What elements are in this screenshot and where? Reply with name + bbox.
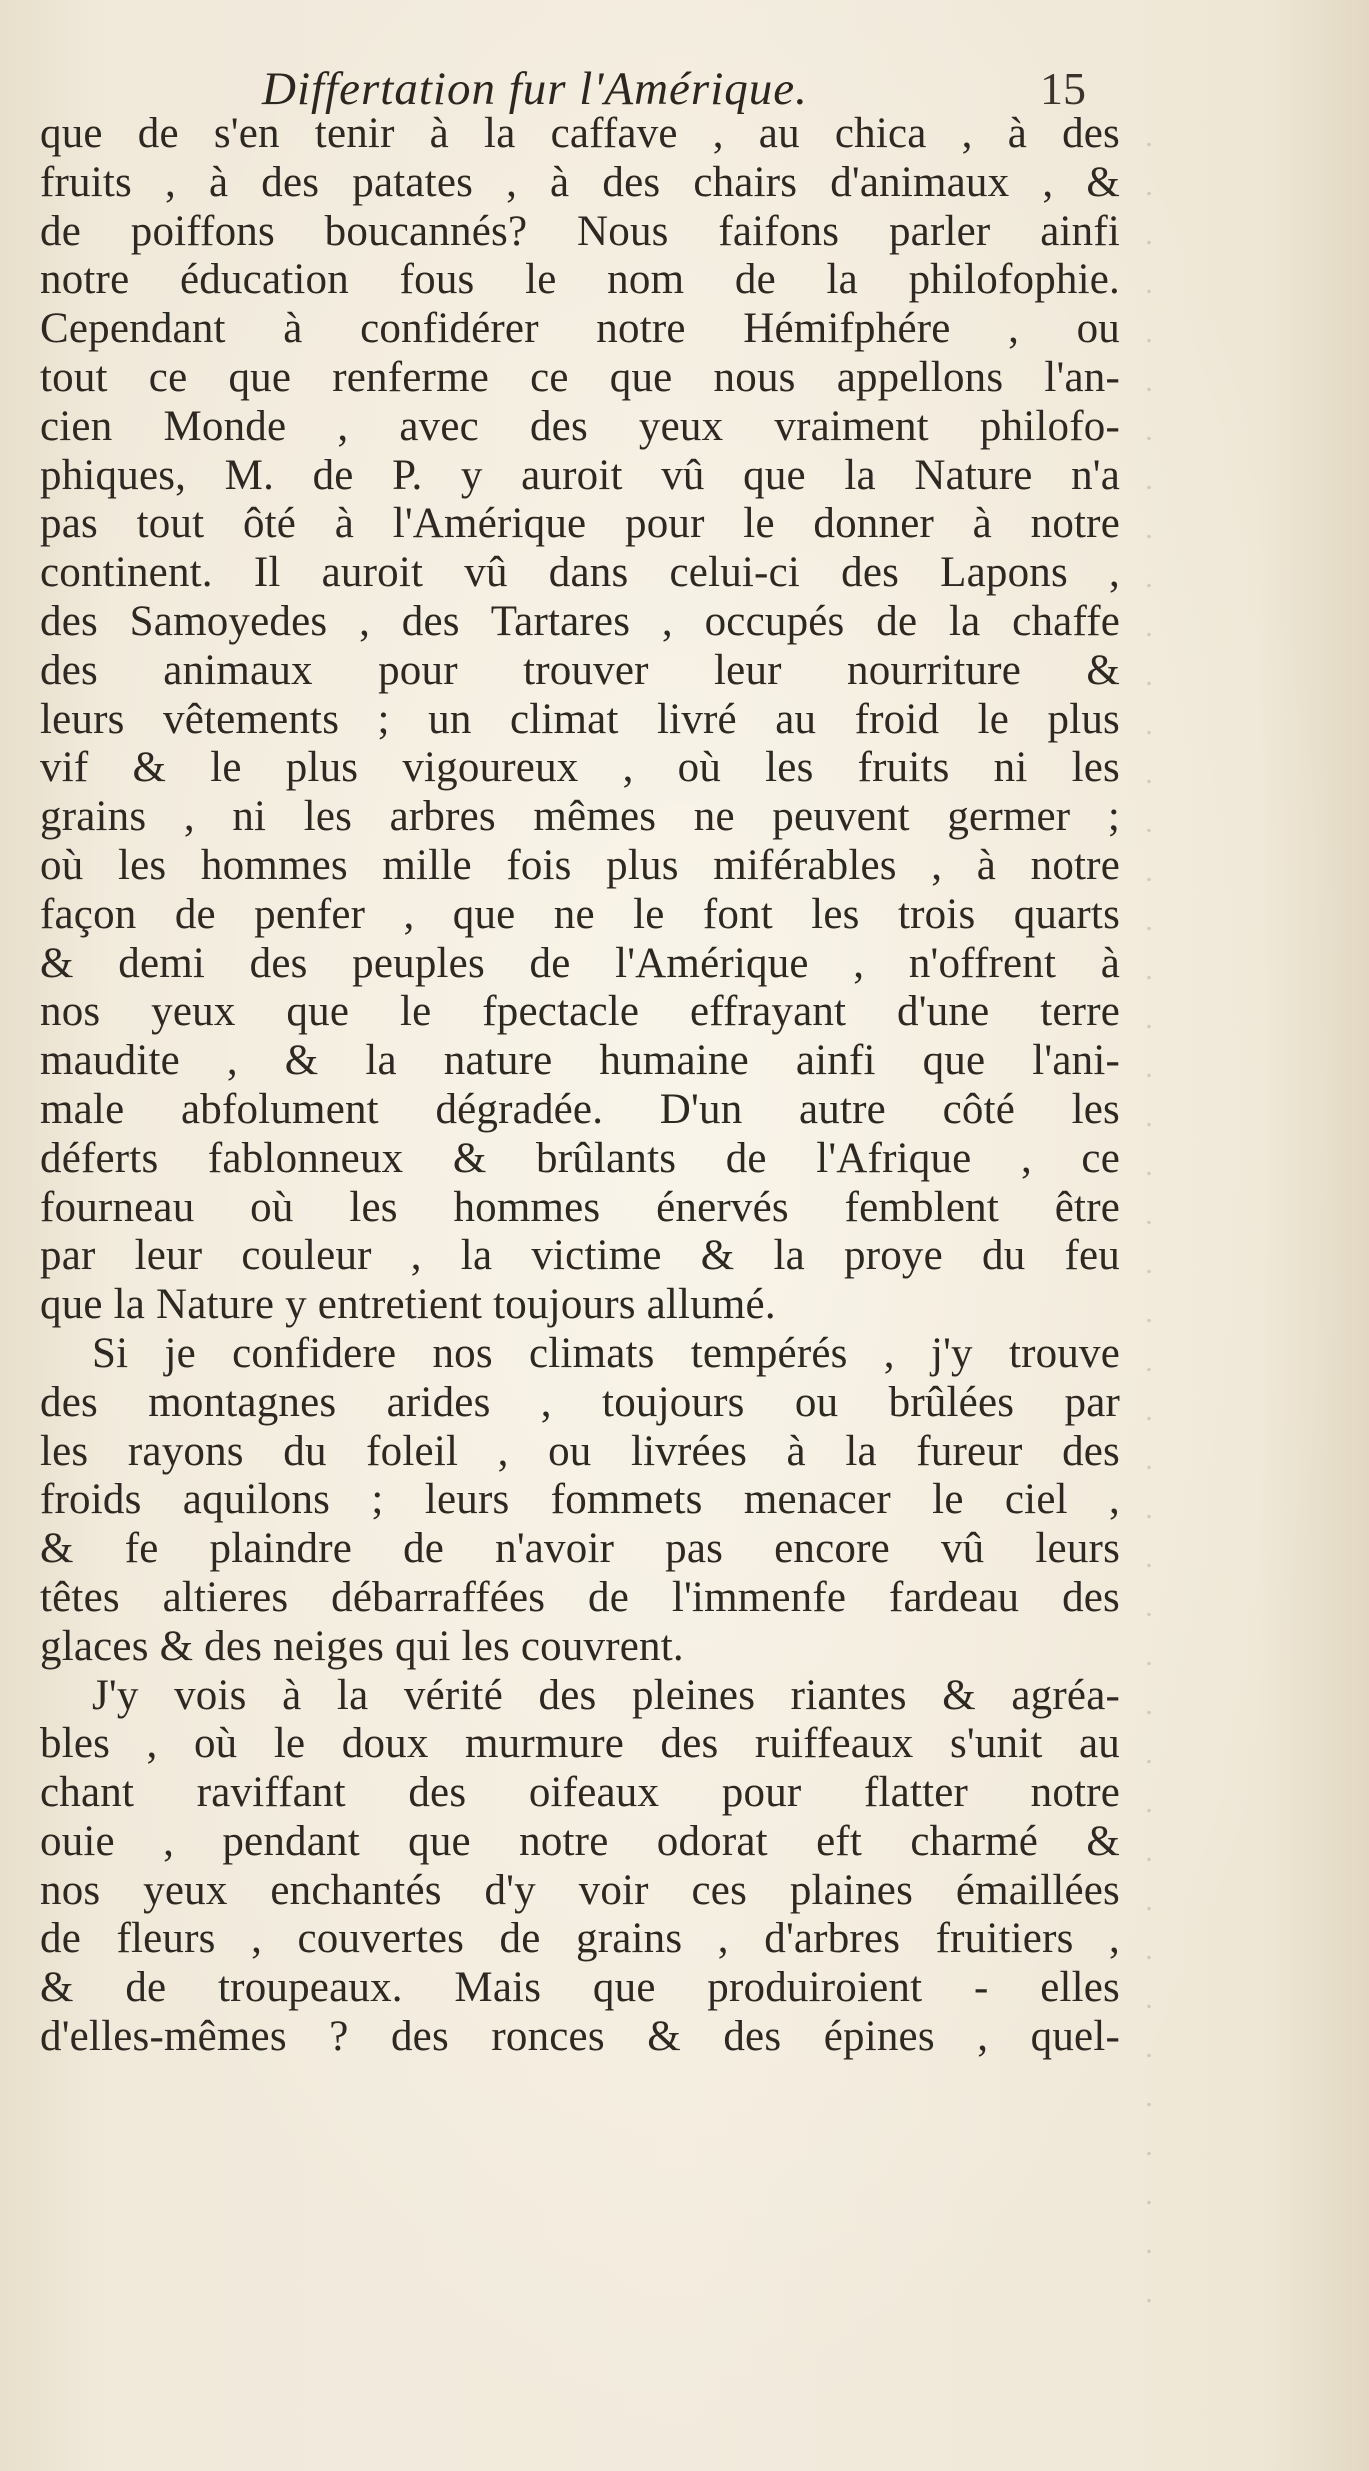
- text-line: Si je confidere nos climats tempérés , j'y trouve: [92, 1329, 1120, 1377]
- text-line: froids aquilons ; leurs fommets menacer le ciel ,: [40, 1476, 1120, 1524]
- text-line: bles , où le doux murmure des ruiffeaux s'unit au: [40, 1720, 1120, 1768]
- text-line: têtes altieres débarraffées de l'immenfe fardeau des: [40, 1573, 1120, 1621]
- text-line: maudite , & la nature humaine ainfi que l'ani-: [40, 1037, 1120, 1085]
- text-line: de fleurs , couvertes de grains , d'arbres fruitiers ,: [40, 1915, 1120, 1963]
- margin-bleed-marks: [1139, 120, 1159, 2320]
- text-line: leurs vêtements ; un climat livré au froid le plus: [40, 695, 1120, 743]
- text-line: cien Monde , avec des yeux vraiment philofo-: [40, 402, 1120, 450]
- text-line: des Samoyedes , des Tartares , occupés de la chaffe: [40, 597, 1120, 645]
- text-line: déferts fablonneux & brûlants de l'Afrique , ce: [40, 1134, 1120, 1182]
- text-line: & demi des peuples de l'Amérique , n'offrent à: [40, 939, 1120, 987]
- page-number: 15: [1040, 63, 1086, 114]
- text-line: vif & le plus vigoureux , où les fruits ni les: [40, 744, 1120, 792]
- text-line: par leur couleur , la victime & la proye du feu: [40, 1232, 1120, 1280]
- text-line: fruits , à des patates , à des chairs d'animaux , &: [40, 158, 1120, 206]
- text-line: Cependant à confidérer notre Hémifphére , ou: [40, 305, 1120, 353]
- text-line: des animaux pour trouver leur nourriture &: [40, 646, 1120, 694]
- text-line: chant raviffant des oifeaux pour flatter notre: [40, 1769, 1120, 1817]
- text-line: fourneau où les hommes énervés femblent être: [40, 1183, 1120, 1231]
- text-line: phiques, M. de P. y auroit vû que la Nature n'a: [40, 451, 1120, 499]
- text-line: tout ce que renferme ce que nous appellons l'an-: [40, 353, 1120, 401]
- text-line: ouie , pendant que notre odorat eft charmé &: [40, 1817, 1120, 1865]
- text-line: que la Nature y entretient toujours allumé.: [40, 1281, 776, 1329]
- text-line: nos yeux enchantés d'y voir ces plaines émaillées: [40, 1866, 1120, 1914]
- text-line: glaces & des neiges qui les couvrent.: [40, 1622, 684, 1670]
- text-line: notre éducation fous le nom de la philofophie.: [40, 256, 1120, 304]
- text-line: grains , ni les arbres mêmes ne peuvent germer ;: [40, 793, 1120, 841]
- text-line: façon de penfer , que ne le font les trois quarts: [40, 890, 1120, 938]
- text-line: & de troupeaux. Mais que produiroient - elles: [40, 1964, 1120, 2012]
- text-line: male abfolument dégradée. D'un autre côté les: [40, 1085, 1120, 1133]
- text-line: où les hommes mille fois plus miférables , à notre: [40, 841, 1120, 889]
- text-line: les rayons du foleil , ou livrées à la fureur des: [40, 1427, 1120, 1475]
- text-line: nos yeux que le fpectacle effrayant d'une terre: [40, 988, 1120, 1036]
- running-title: Differtation fur l'Amérique.: [262, 63, 808, 115]
- text-line: que de s'en tenir à la caffave , au chica , à des: [40, 110, 1120, 157]
- text-line: J'y vois à la vérité des pleines riantes & agréa-: [92, 1671, 1120, 1719]
- text-line: des montagnes arides , toujours ou brûlées par: [40, 1378, 1120, 1426]
- text-line: de poiffons boucannés? Nous faifons parler ainfi: [40, 207, 1120, 255]
- body-text: [40, 110, 1120, 2062]
- text-line: & fe plaindre de n'avoir pas encore vû leurs: [40, 1525, 1120, 1573]
- text-line: d'elles-mêmes ? des ronces & des épines , quel-: [40, 2013, 1120, 2061]
- text-line: pas tout ôté à l'Amérique pour le donner à notre: [40, 500, 1120, 548]
- text-line: continent. Il auroit vû dans celui-ci des Lapons ,: [40, 549, 1120, 597]
